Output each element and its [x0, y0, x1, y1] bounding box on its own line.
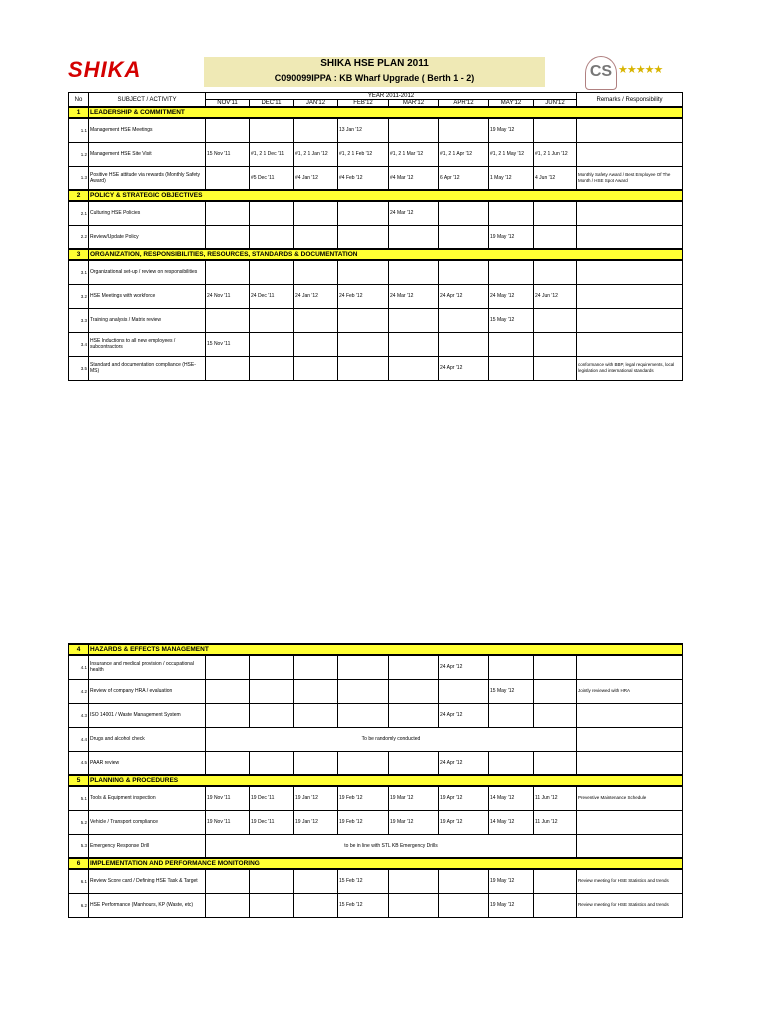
schedule-cell: 14 May '12	[489, 810, 534, 834]
schedule-cell	[534, 893, 577, 917]
schedule-cell: 19 Jan '12	[294, 786, 338, 810]
schedule-cell: #4 Jan '12	[294, 166, 338, 190]
schedule-cell	[250, 356, 294, 380]
star-rating-icon: ★★★★★	[618, 64, 663, 76]
schedule-cell	[206, 166, 250, 190]
schedule-cell: 19 Dec '11	[250, 786, 294, 810]
schedule-cell: 15 Feb '12	[338, 893, 389, 917]
activity-number: 4.2	[69, 679, 89, 703]
table-row	[69, 166, 683, 190]
table-row	[69, 225, 683, 249]
schedule-cell	[250, 260, 294, 284]
schedule-cell: 19 Nov '11	[206, 810, 250, 834]
activity-number: 1.1	[69, 118, 89, 142]
remarks-cell	[577, 260, 683, 284]
schedule-cell	[534, 308, 577, 332]
activity-label: Standard and documentation compliance (HSE-MS)	[89, 356, 206, 380]
schedule-cell	[534, 751, 577, 775]
schedule-cell	[338, 679, 389, 703]
page-subtitle: C090099IPPA : KB Wharf Upgrade ( Berth 1 - 2)	[274, 73, 475, 83]
schedule-cell: 24 Apr '12	[439, 655, 489, 679]
schedule-cell	[294, 225, 338, 249]
schedule-cell: 19 Apr '12	[439, 810, 489, 834]
schedule-cell	[534, 356, 577, 380]
activity-number: 5.3	[69, 834, 89, 858]
schedule-cell	[389, 118, 439, 142]
month-header: MAR'12	[389, 100, 439, 108]
schedule-cell: 24 Apr '12	[439, 356, 489, 380]
schedule-cell	[338, 356, 389, 380]
col-year-header: YEAR 2011-2012	[206, 93, 577, 100]
section-header-row	[69, 190, 683, 201]
schedule-cell	[250, 869, 294, 893]
plan-header	[68, 54, 682, 92]
schedule-cell	[206, 201, 250, 225]
activity-number: 4.5	[69, 751, 89, 775]
schedule-cell: 19 May '12	[489, 869, 534, 893]
table-row	[69, 201, 683, 225]
schedule-cell	[534, 260, 577, 284]
schedule-cell	[250, 225, 294, 249]
schedule-cell	[206, 260, 250, 284]
schedule-cell	[534, 869, 577, 893]
schedule-cell: #1, 2 1 Jan '12	[294, 142, 338, 166]
schedule-cell	[206, 893, 250, 917]
section-number: 2	[69, 190, 89, 201]
col-no-header: No	[69, 93, 89, 108]
remarks-cell	[577, 810, 683, 834]
schedule-cell: 15 May '12	[489, 679, 534, 703]
schedule-cell	[338, 703, 389, 727]
schedule-cell	[206, 356, 250, 380]
schedule-cell	[389, 308, 439, 332]
schedule-cell	[250, 893, 294, 917]
remarks-cell: Monthly Safety Award / Best Employee Of The Month / HSE Spot Award	[577, 166, 683, 190]
remarks-cell	[577, 142, 683, 166]
schedule-cell: 19 Mar '12	[389, 786, 439, 810]
schedule-cell: 1 May '12	[489, 166, 534, 190]
schedule-cell: 19 Apr '12	[439, 786, 489, 810]
table-row	[69, 751, 683, 775]
table-row	[69, 284, 683, 308]
schedule-cell: 24 Apr '12	[439, 703, 489, 727]
schedule-cell: 15 Nov '11	[206, 332, 250, 356]
remarks-cell	[577, 834, 683, 858]
schedule-cell: 24 Mar '12	[389, 201, 439, 225]
schedule-cell: #4 Mar '12	[389, 166, 439, 190]
col-remarks-header: Remarks / Responsibility	[577, 93, 683, 108]
table-row	[69, 142, 683, 166]
activity-number: 3.4	[69, 332, 89, 356]
activity-number: 3.5	[69, 356, 89, 380]
schedule-cell	[534, 703, 577, 727]
schedule-cell: #1, 2 1 May '12	[489, 142, 534, 166]
schedule-cell: 24 Jan '12	[294, 284, 338, 308]
month-header: DEC'11	[250, 100, 294, 108]
schedule-cell: 19 Feb '12	[338, 810, 389, 834]
title-box	[204, 57, 545, 87]
schedule-cell	[250, 655, 294, 679]
activity-label: Positive HSE attitude via rewards (Monthly Safety Award)	[89, 166, 206, 190]
section-number: 6	[69, 858, 89, 869]
section-title: IMPLEMENTATION AND PERFORMANCE MONITORING	[89, 858, 683, 869]
schedule-cell: 24 Dec '11	[250, 284, 294, 308]
schedule-cell	[250, 308, 294, 332]
schedule-cell	[294, 308, 338, 332]
schedule-cell: 19 Mar '12	[389, 810, 439, 834]
schedule-cell: 24 May '12	[489, 284, 534, 308]
remarks-cell	[577, 284, 683, 308]
table-row	[69, 118, 683, 142]
schedule-cell	[206, 655, 250, 679]
remarks-cell	[577, 308, 683, 332]
schedule-cell	[489, 751, 534, 775]
schedule-cell: #1, 2 1 Dec '11	[250, 142, 294, 166]
schedule-cell: 11 Jun '12	[534, 810, 577, 834]
activity-label: Culturing HSE Policies	[89, 201, 206, 225]
month-header: APR'12	[439, 100, 489, 108]
month-header: JUN'12	[534, 100, 577, 108]
schedule-cell	[389, 332, 439, 356]
schedule-cell: 19 Jan '12	[294, 810, 338, 834]
plan-table-1	[68, 92, 683, 381]
schedule-cell: #1, 2 1 Jun '12	[534, 142, 577, 166]
activity-number: 3.3	[69, 308, 89, 332]
schedule-cell	[294, 703, 338, 727]
month-header: MAY'12	[489, 100, 534, 108]
activity-label: Drugs and alcohol check	[89, 727, 206, 751]
schedule-cell	[338, 655, 389, 679]
activity-label: Training analysis / Matrix review	[89, 308, 206, 332]
schedule-cell: 19 Nov '11	[206, 786, 250, 810]
schedule-cell	[489, 201, 534, 225]
remarks-cell: conformance with BBP, legal requirements, local legislation and international standards	[577, 356, 683, 380]
schedule-cell	[439, 225, 489, 249]
table-row	[69, 810, 683, 834]
schedule-cell	[206, 308, 250, 332]
schedule-cell: 15 Feb '12	[338, 869, 389, 893]
schedule-cell: 15 Nov '11	[206, 142, 250, 166]
schedule-cell	[294, 679, 338, 703]
remarks-cell: Jointly reviewed with HRA	[577, 679, 683, 703]
schedule-cell	[206, 225, 250, 249]
schedule-cell: #1, 2 1 Apr '12	[439, 142, 489, 166]
schedule-cell	[389, 869, 439, 893]
table-row	[69, 308, 683, 332]
schedule-cell: 24 Mar '12	[389, 284, 439, 308]
activity-number: 5.2	[69, 810, 89, 834]
table-row	[69, 786, 683, 810]
table-row	[69, 869, 683, 893]
activity-number: 3.2	[69, 284, 89, 308]
hse-plan-sheet-2	[68, 643, 682, 918]
plan-body-2	[69, 644, 683, 917]
schedule-cell: 24 Apr '12	[439, 284, 489, 308]
schedule-cell	[439, 869, 489, 893]
schedule-cell	[250, 679, 294, 703]
section-header-row	[69, 249, 683, 260]
schedule-cell: 24 Jun '12	[534, 284, 577, 308]
schedule-cell: 24 Nov '11	[206, 284, 250, 308]
schedule-cell	[250, 201, 294, 225]
section-number: 5	[69, 775, 89, 786]
month-header: FEB'12	[338, 100, 389, 108]
activity-number: 4.3	[69, 703, 89, 727]
schedule-cell	[206, 118, 250, 142]
remarks-cell: Preventive Maintenance Schedule	[577, 786, 683, 810]
schedule-cell	[206, 679, 250, 703]
remarks-cell	[577, 225, 683, 249]
table-row	[69, 655, 683, 679]
schedule-cell: 24 Feb '12	[338, 284, 389, 308]
schedule-cell: #5 Dec '11	[250, 166, 294, 190]
schedule-cell	[338, 225, 389, 249]
schedule-cell	[294, 332, 338, 356]
activity-label: PAAR review	[89, 751, 206, 775]
schedule-cell	[294, 751, 338, 775]
schedule-cell: 19 Dec '11	[250, 810, 294, 834]
section-title: HAZARDS & EFFECTS MANAGEMENT	[89, 644, 683, 655]
schedule-cell: #4 Feb '12	[338, 166, 389, 190]
schedule-cell	[534, 655, 577, 679]
activity-label: Review of company HRA / evaluation	[89, 679, 206, 703]
schedule-cell	[338, 332, 389, 356]
activity-number: 4.1	[69, 655, 89, 679]
schedule-cell: 24 Apr '12	[439, 751, 489, 775]
schedule-cell	[489, 703, 534, 727]
remarks-cell	[577, 118, 683, 142]
schedule-cell	[439, 893, 489, 917]
remarks-cell	[577, 727, 683, 751]
activity-label: Vehicle / Transport compliance	[89, 810, 206, 834]
schedule-cell	[534, 118, 577, 142]
schedule-cell	[389, 655, 439, 679]
section-title: ORGANIZATION, RESPONSIBILITIES, RESOURCES, STANDARDS & DOCUMENTATION	[89, 249, 683, 260]
remarks-cell	[577, 751, 683, 775]
schedule-cell	[389, 679, 439, 703]
schedule-cell	[489, 655, 534, 679]
table-row	[69, 332, 683, 356]
activity-number: 6.1	[69, 869, 89, 893]
plan-table-2	[68, 643, 683, 918]
schedule-cell	[389, 703, 439, 727]
section-number: 3	[69, 249, 89, 260]
schedule-cell: 19 Feb '12	[338, 786, 389, 810]
schedule-cell	[389, 260, 439, 284]
schedule-cell: 4 Jun '12	[534, 166, 577, 190]
span-note: to be in line with STL KB Emergency Drills	[206, 834, 577, 858]
schedule-cell	[489, 356, 534, 380]
table-row	[69, 703, 683, 727]
activity-label: Management HSE Site Visit	[89, 142, 206, 166]
schedule-cell	[294, 201, 338, 225]
schedule-cell	[294, 260, 338, 284]
table-row	[69, 356, 683, 380]
col-subject-header: SUBJECT / ACTIVITY	[89, 93, 206, 108]
schedule-cell	[338, 260, 389, 284]
schedule-cell	[294, 893, 338, 917]
activity-label: HSE Inductions to all new employees / subcontractors	[89, 332, 206, 356]
activity-label: Review Score card / Defining HSE Task & Target	[89, 869, 206, 893]
schedule-cell: 6 Apr '12	[439, 166, 489, 190]
activity-number: 4.4	[69, 727, 89, 751]
activity-number: 1.3	[69, 166, 89, 190]
schedule-cell	[389, 751, 439, 775]
activity-label: Tools & Equipment inspection	[89, 786, 206, 810]
schedule-cell	[439, 118, 489, 142]
remarks-cell	[577, 703, 683, 727]
schedule-cell	[250, 751, 294, 775]
activity-number: 1.2	[69, 142, 89, 166]
activity-label: Organizational set-up / review on responsibilities	[89, 260, 206, 284]
schedule-cell	[250, 703, 294, 727]
activity-label: Review/Update Policy	[89, 225, 206, 249]
schedule-cell: 15 May '12	[489, 308, 534, 332]
remarks-cell	[577, 332, 683, 356]
activity-label: HSE Meetings with workforce	[89, 284, 206, 308]
activity-label: HSE Performance (Manhours, KP (Waste, etc)	[89, 893, 206, 917]
section-number: 1	[69, 107, 89, 118]
activity-number: 5.1	[69, 786, 89, 810]
schedule-cell	[489, 260, 534, 284]
schedule-cell: 19 May '12	[489, 225, 534, 249]
hse-plan-sheet-1	[68, 54, 682, 381]
schedule-cell	[294, 869, 338, 893]
schedule-cell	[389, 225, 439, 249]
month-header: JAN'12	[294, 100, 338, 108]
schedule-cell	[439, 201, 489, 225]
activity-number: 6.2	[69, 893, 89, 917]
activity-label: ISO 14001 / Waste Management System	[89, 703, 206, 727]
schedule-cell: 13 Jan '12	[338, 118, 389, 142]
schedule-cell	[250, 118, 294, 142]
schedule-cell	[250, 332, 294, 356]
schedule-cell	[206, 703, 250, 727]
cs-badge-icon: CS	[585, 56, 617, 90]
schedule-cell	[534, 225, 577, 249]
remarks-cell	[577, 655, 683, 679]
schedule-cell: 11 Jun '12	[534, 786, 577, 810]
schedule-cell: 14 May '12	[489, 786, 534, 810]
schedule-cell	[338, 308, 389, 332]
activity-label: Insurance and medical provision / occupational health	[89, 655, 206, 679]
schedule-cell	[439, 260, 489, 284]
schedule-cell	[338, 201, 389, 225]
schedule-cell	[534, 201, 577, 225]
schedule-cell	[439, 332, 489, 356]
section-title: LEADERSHIP & COMMITMENT	[89, 107, 683, 118]
remarks-cell	[577, 201, 683, 225]
shika-logo: SHIKA	[68, 57, 142, 82]
remarks-cell: Review meeting for HSE Statistics and trends	[577, 893, 683, 917]
table-row	[69, 727, 683, 751]
schedule-cell: 19 May '12	[489, 893, 534, 917]
table-row	[69, 260, 683, 284]
section-number: 4	[69, 644, 89, 655]
schedule-cell	[534, 332, 577, 356]
schedule-cell	[389, 356, 439, 380]
cs-rating-logo	[585, 56, 681, 90]
schedule-cell	[389, 893, 439, 917]
month-header: NOV'11	[206, 100, 250, 108]
section-header-row	[69, 775, 683, 786]
section-header-row	[69, 644, 683, 655]
table-row	[69, 834, 683, 858]
schedule-cell	[489, 332, 534, 356]
span-note: To be randomly conducted	[206, 727, 577, 751]
schedule-cell	[206, 751, 250, 775]
section-header-row	[69, 858, 683, 869]
schedule-cell: 19 May '12	[489, 118, 534, 142]
schedule-cell	[439, 308, 489, 332]
activity-label: Management HSE Meetings	[89, 118, 206, 142]
activity-number: 3.1	[69, 260, 89, 284]
activity-number: 2.1	[69, 201, 89, 225]
plan-body-1	[69, 107, 683, 380]
page-title: SHIKA HSE PLAN 2011	[320, 58, 429, 69]
schedule-cell	[534, 679, 577, 703]
remarks-cell: Review meeting for HSE Statistics and trends	[577, 869, 683, 893]
activity-number: 2.2	[69, 225, 89, 249]
section-header-row	[69, 107, 683, 118]
activity-label: Emergency Response Drill	[89, 834, 206, 858]
schedule-cell: #1, 2 1 Feb '12	[338, 142, 389, 166]
schedule-cell	[294, 118, 338, 142]
schedule-cell: #1, 2 1 Mar '12	[389, 142, 439, 166]
table-row	[69, 893, 683, 917]
schedule-cell	[294, 356, 338, 380]
section-title: POLICY & STRATEGIC OBJECTIVES	[89, 190, 683, 201]
table-row	[69, 679, 683, 703]
schedule-cell	[338, 751, 389, 775]
section-title: PLANNING & PROCEDURES	[89, 775, 683, 786]
schedule-cell	[294, 655, 338, 679]
schedule-cell	[439, 679, 489, 703]
schedule-cell	[206, 869, 250, 893]
